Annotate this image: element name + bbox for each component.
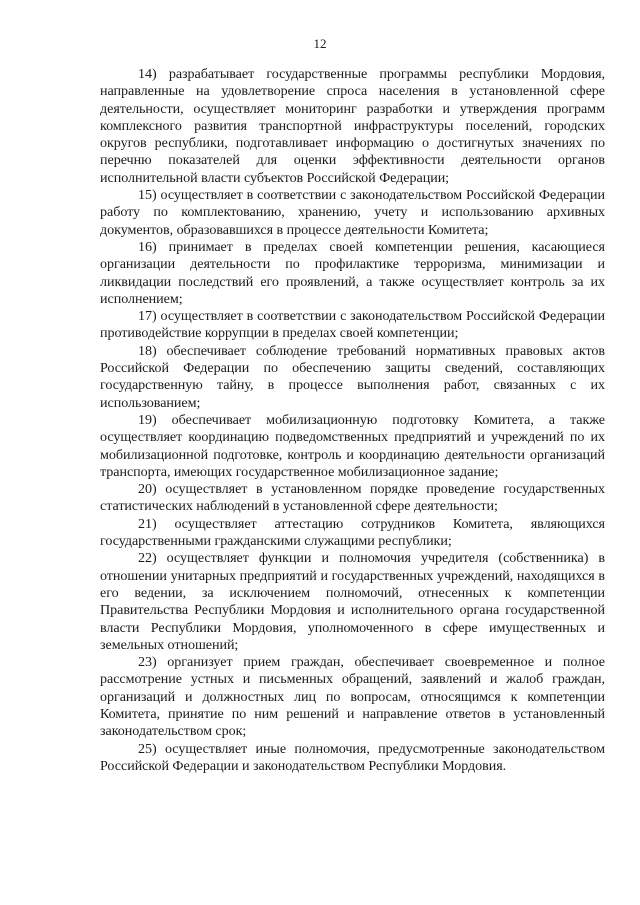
paragraph-item-16: 16) принимает в пределах своей компетенции решения, касающиеся организации деятельности по профилактике терроризма, минимизации и ликвидации последствий его проявлений, а также осуществляет контроль за их исполнением; bbox=[100, 238, 605, 307]
paragraph-item-22: 22) осуществляет функции и полномочия учредителя (собственника) в отношении унитарных предприятий и государственных учреждений, находящихся в его ведении, за исключением полномочий, отнесенных к компетенции Правительства Республики Мордовия и исполнительного органа государственной власти Республики Мордовия, уполномоченного в сфере имущественных и земельных отношений; bbox=[100, 550, 605, 653]
paragraph-item-19: 19) обеспечивает мобилизационную подготовку Комитета, а также осуществляет координацию подведомственных предприятий и учреждений по их мобилизационной подготовке, контроль и координацию деятельности организаций транспорта, имеющих государственное мобилизационное задание; bbox=[100, 411, 605, 480]
paragraph-item-15: 15) осуществляет в соответствии с законодательством Российской Федерации работу по комплектованию, хранению, учету и использованию архивных документов, образовавшихся в процессе деятельности Комитета; bbox=[100, 187, 605, 238]
paragraph-item-14: 14) разрабатывает государственные программы республики Мордовия, направленные на удовлетворение спроса населения в установленной сфере деятельности, осуществляет мониторинг разработки и утверждения программ комплексного развития транспортной инфраструктуры поселений, городских округов республики, подготавливает информацию о достигнутых значениях по перечню показателей для оценки эффективности деятельности органов исполнительной власти субъектов Российской Федерации; bbox=[100, 66, 605, 186]
document-body bbox=[100, 66, 605, 775]
paragraph-item-23: 23) организует прием граждан, обеспечивает своевременное и полное рассмотрение устных и письменных обращений, заявлений и жалоб граждан, организаций и должностных лиц по вопросам, относящимся к компетенции Комитета, принятие по ним решений и направление ответов в установленный законодательством срок; bbox=[100, 654, 605, 740]
paragraph-item-25: 25) осуществляет иные полномочия, предусмотренные законодательством Российской Федерации и законодательством Республики Мордовия. bbox=[100, 740, 605, 774]
page-number: 12 bbox=[313, 36, 327, 51]
paragraph-item-18: 18) обеспечивает соблюдение требований нормативных правовых актов Российской Федерации по обеспечению защиты сведений, составляющих государственную тайну, в процессе выполнения работ, связанных с их использованием; bbox=[100, 342, 605, 411]
paragraph-item-21: 21) осуществляет аттестацию сотрудников Комитета, являющихся государственными гражданскими служащими республики; bbox=[100, 515, 605, 550]
paragraph-item-17: 17) осуществляет в соответствии с законодательством Российской Федерации противодействие коррупции в пределах своей компетенции; bbox=[100, 308, 605, 342]
paragraph-item-20: 20) осуществляет в установленном порядке проведение государственных статистических наблюдений в установленной сфере деятельности; bbox=[100, 481, 605, 515]
